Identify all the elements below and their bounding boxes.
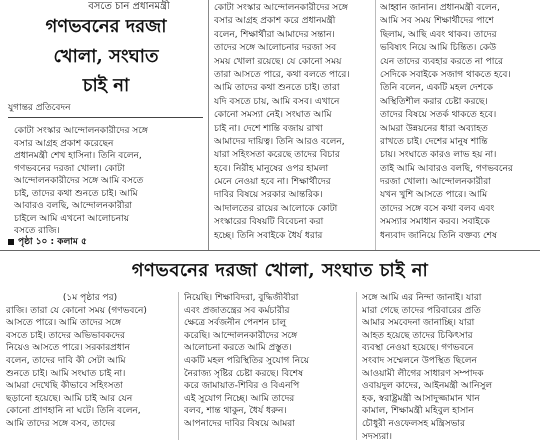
text-line: ক্ষেত্রে সর্বজনীন পেনশন চালু — [184, 318, 287, 329]
text-line: মেনে নেওয়া হবে না। শিক্ষার্থীদের — [214, 177, 331, 188]
summary-line: আন্দোলনকারীদের সঙ্গে আমি বসতে — [14, 176, 144, 186]
summary-line: গণভবনের দরজা খোলা। কোটা — [14, 163, 125, 174]
text-line: ছিলাম, আছি এবং থাকব। তাদের — [380, 29, 497, 40]
text-line: নিয়েছি। শিক্ষাবিদরা, বুদ্ধিজীবীরা — [184, 293, 299, 303]
top-article-columns — [214, 0, 540, 250]
summary-line: চাইলে আমি এখনো আলোচনায় — [14, 213, 130, 224]
text-line: সমস্যার সমাধান করব। সবাইকে — [380, 217, 490, 228]
text-line: সদস্যরা। — [362, 431, 393, 442]
text-line: নিয়েও আসতে পারে। সরকারপ্রধান — [6, 343, 130, 354]
summary-line: চাই, তাদের কথা শুনতে চাই। আমি — [14, 188, 138, 199]
headline-line-1: গণভবনের দরজা — [45, 16, 167, 37]
page-jump-text: পৃষ্ঠা ১০ : কলাম ৫ — [18, 237, 87, 247]
text-line: ধন্যবাদ জানিয়ে তিনি বক্তব্য শেষ — [380, 230, 497, 241]
text-line: তিনি বলেন, একটি মহল দেশকে — [380, 83, 493, 94]
text-line: করেছি। আন্দোলনকারীদের সঙ্গে — [184, 330, 298, 341]
column-divider — [356, 292, 357, 440]
text-line: তারা আসতে পারে, কথা বলতে পারে। — [214, 69, 350, 80]
section-divider — [0, 250, 540, 251]
text-line: নৈরাজ্য সৃষ্টির চেষ্টা করছে। বিশেষ — [184, 368, 304, 379]
text-line: আমাদের দায়িত্ব। তিনি আরও বলেন, — [214, 136, 345, 147]
text-line: আলোচনা করতে আমি প্রস্তুত। — [184, 343, 292, 354]
text-line: হবে। নিরীহ মানুষের ওপর হামলা — [214, 163, 329, 174]
text-line: সময় খোলা রয়েছে। যে কোনো সময় — [214, 56, 342, 67]
main-headline — [6, 14, 206, 99]
text-line: ব্যবস্থা নেওয়া হয়েছে। গণভবনে — [362, 343, 474, 354]
bottom-column-1 — [6, 292, 174, 431]
text-line: তাদের বিষয়ে সতর্ক থাকতে হবে। — [380, 110, 497, 121]
headline-line-3: চাই না — [82, 75, 130, 96]
text-line: যেন তাদের ব্যবহার করতে না পারে — [380, 56, 503, 67]
text-line: রাজি। তারা যে কোনো সময় (গণভবনে) — [6, 305, 147, 316]
summary-line: বসতে রাজি। — [14, 226, 60, 236]
text-line: তাই আমি আবারও বলছি, গণভবনের — [380, 163, 513, 174]
text-line: বসার আগ্রহ প্রকাশ করে প্রধানমন্ত্রী — [214, 16, 336, 27]
column-divider — [208, 0, 209, 250]
bottom-column-2 — [184, 292, 352, 431]
text-line: সংবাদ সম্মেলনে উপস্থিত ছিলেন — [362, 355, 477, 366]
text-line: এবং প্রজাতন্ত্রের সব কর্মচারীর — [184, 305, 290, 316]
text-line: তাদের সঙ্গে বসে কথা বলব এবং — [380, 203, 495, 214]
text-line: সেদিকে সবাইকে সজাগ থাকতে হবে। — [380, 69, 511, 80]
page-jump-reference — [8, 236, 87, 248]
text-line: কোনো সমস্যা নেই। সংঘাত আমি — [214, 110, 332, 121]
text-line: আওয়ামী লীগের সাধারণ সম্পাদক — [362, 368, 484, 379]
text-line: চাই না। দেশে শান্তি বজায় রাখা — [214, 123, 323, 134]
text-line: বসতে চাই। তাদের অভিভাবকদের — [6, 330, 125, 341]
text-line: এই সুযোগ নিচ্ছে। আমি তাদের — [184, 393, 295, 404]
text-line: আদালতের রায়ের আলোকে কোটা — [214, 203, 338, 214]
byline: যুগান্তর প্রতিবেদন — [8, 103, 71, 113]
text-line: ছড়ানো হয়েছে। আমি চাই আর যেন — [6, 393, 133, 404]
text-line: বলেন, তাদের দাবি কী সেটা আমি — [6, 355, 126, 366]
text-line: বলব, শান্ত থাকুন, ধৈর্য ধরুন। — [184, 406, 287, 417]
text-line: রাখতে চাই। দেশের মানুষ শান্তি — [380, 136, 488, 147]
text-line: করে জামায়াত-শিবির ও বিএনপি — [184, 381, 300, 392]
headline-line-2: খোলা, সংঘাত — [53, 46, 159, 67]
text-line: আসতে পারে। আমি তাদের সঙ্গে — [6, 318, 122, 329]
text-line: যারা সহিংসতা করেছে তাদের বিচার — [214, 150, 340, 161]
text-line: ওবায়দুল কাদের, আইনমন্ত্রী আনিসুল — [362, 381, 493, 392]
summary-line: বসার আগ্রহ প্রকাশ করেছেন — [14, 138, 114, 149]
text-line: কামাল, শিক্ষামন্ত্রী মহিবুল হাসান — [362, 406, 474, 417]
headline-kicker: বসতে চান প্রধানমন্ত্রী — [88, 1, 170, 12]
text-line: আমার সমবেদনা জানাচ্ছি। যারা — [362, 318, 475, 329]
top-column-2 — [380, 2, 540, 243]
continued-label: (১ম পৃষ্ঠার পর) — [62, 293, 118, 303]
text-line: আমি তাদের কথা শুনতে চাই। তারা — [214, 83, 340, 94]
text-line: তাদের সঙ্গে আলোচনার দরজা সব — [214, 43, 337, 54]
text-line: চায়। সংঘাতে কারও লাভ হয় না। — [380, 150, 497, 161]
bullet-square-icon — [8, 239, 14, 245]
text-line: চৌধুরী নওফেলসহ মন্ত্রিসভার — [362, 418, 465, 429]
text-line: আহ্বান জানান। প্রধানমন্ত্রী বলেন, — [380, 3, 500, 13]
text-line: আমি তাদের সঙ্গে বসব, তাদের — [6, 418, 116, 429]
text-line: সংস্কারের বিষয়টি বিবেচনা করা — [214, 217, 324, 228]
text-line: দাবির বিষয়ে সরকার আন্তরিক। — [214, 190, 323, 201]
text-line: একটি মহল পরিস্থিতির সুযোগ নিয়ে — [184, 355, 310, 366]
text-line: সঙ্গে আমি এর নিন্দা জানাই। যারা — [362, 293, 482, 303]
text-line: কোটা সংস্কার আন্দোলনকারীদের সঙ্গে — [214, 3, 348, 13]
top-column-1 — [214, 2, 372, 243]
text-line: আহত হয়েছে তাদের চিকিৎসার — [362, 330, 473, 341]
text-line: যখন খুশি আসতে পারে। আমি — [380, 190, 488, 201]
text-line: হচ্ছে। তিনি সবাইকে ধৈর্য ধরার — [214, 230, 323, 241]
continuation-headline: গণভবনের দরজা খোলা, সংঘাত চাই না — [131, 260, 429, 281]
text-line: মারা গেছে তাদের পরিবারের প্রতি — [362, 305, 481, 316]
summary-line: আবারও বলছি, আন্দোলনকারীরা — [14, 201, 133, 211]
text-line: যদি বসতে চায়, আমি বসব। এখানে — [214, 96, 340, 107]
text-line: বলেন, শিক্ষার্থীরা আমাদের সন্তান। — [214, 29, 335, 40]
bottom-column-3 — [362, 292, 534, 443]
text-line: আমরা দেখেছি কীভাবে সহিংসতা — [6, 381, 123, 392]
text-line: আমি সব সময় শিক্ষার্থীদের পাশে — [380, 16, 494, 27]
summary-text — [14, 125, 200, 238]
text-line: শুনতে চাই। আমি সংঘাত চাই না। — [6, 368, 126, 379]
column-divider — [178, 292, 179, 440]
text-line: আপনাদের দাবির বিষয়ে আমরা — [184, 418, 295, 429]
text-line: অস্থিতিশীল করার চেষ্টা করছে। — [380, 96, 488, 107]
text-line: দরজা খোলা। আন্দোলনকারীরা — [380, 177, 491, 188]
text-line: কোনো প্রাণহানি না ঘটে। তিনি বলেন, — [6, 406, 141, 417]
text-line: আমরা উন্নয়নের ধারা অব্যাহত — [380, 123, 488, 134]
summary-line: কোটা সংস্কার আন্দোলনকারীদের সঙ্গে — [14, 126, 148, 136]
summary-line: প্রধানমন্ত্রী শেখ হাসিনা। তিনি বলেন, — [14, 151, 142, 161]
column-divider — [375, 0, 376, 250]
text-line: হক, স্বরাষ্ট্রমন্ত্রী আসাদুজ্জামান খান — [362, 393, 480, 404]
byline-divider — [8, 117, 203, 118]
text-line: ভবিষ্যৎ নিয়ে আমি চিন্তিত। কেউ — [380, 43, 497, 54]
